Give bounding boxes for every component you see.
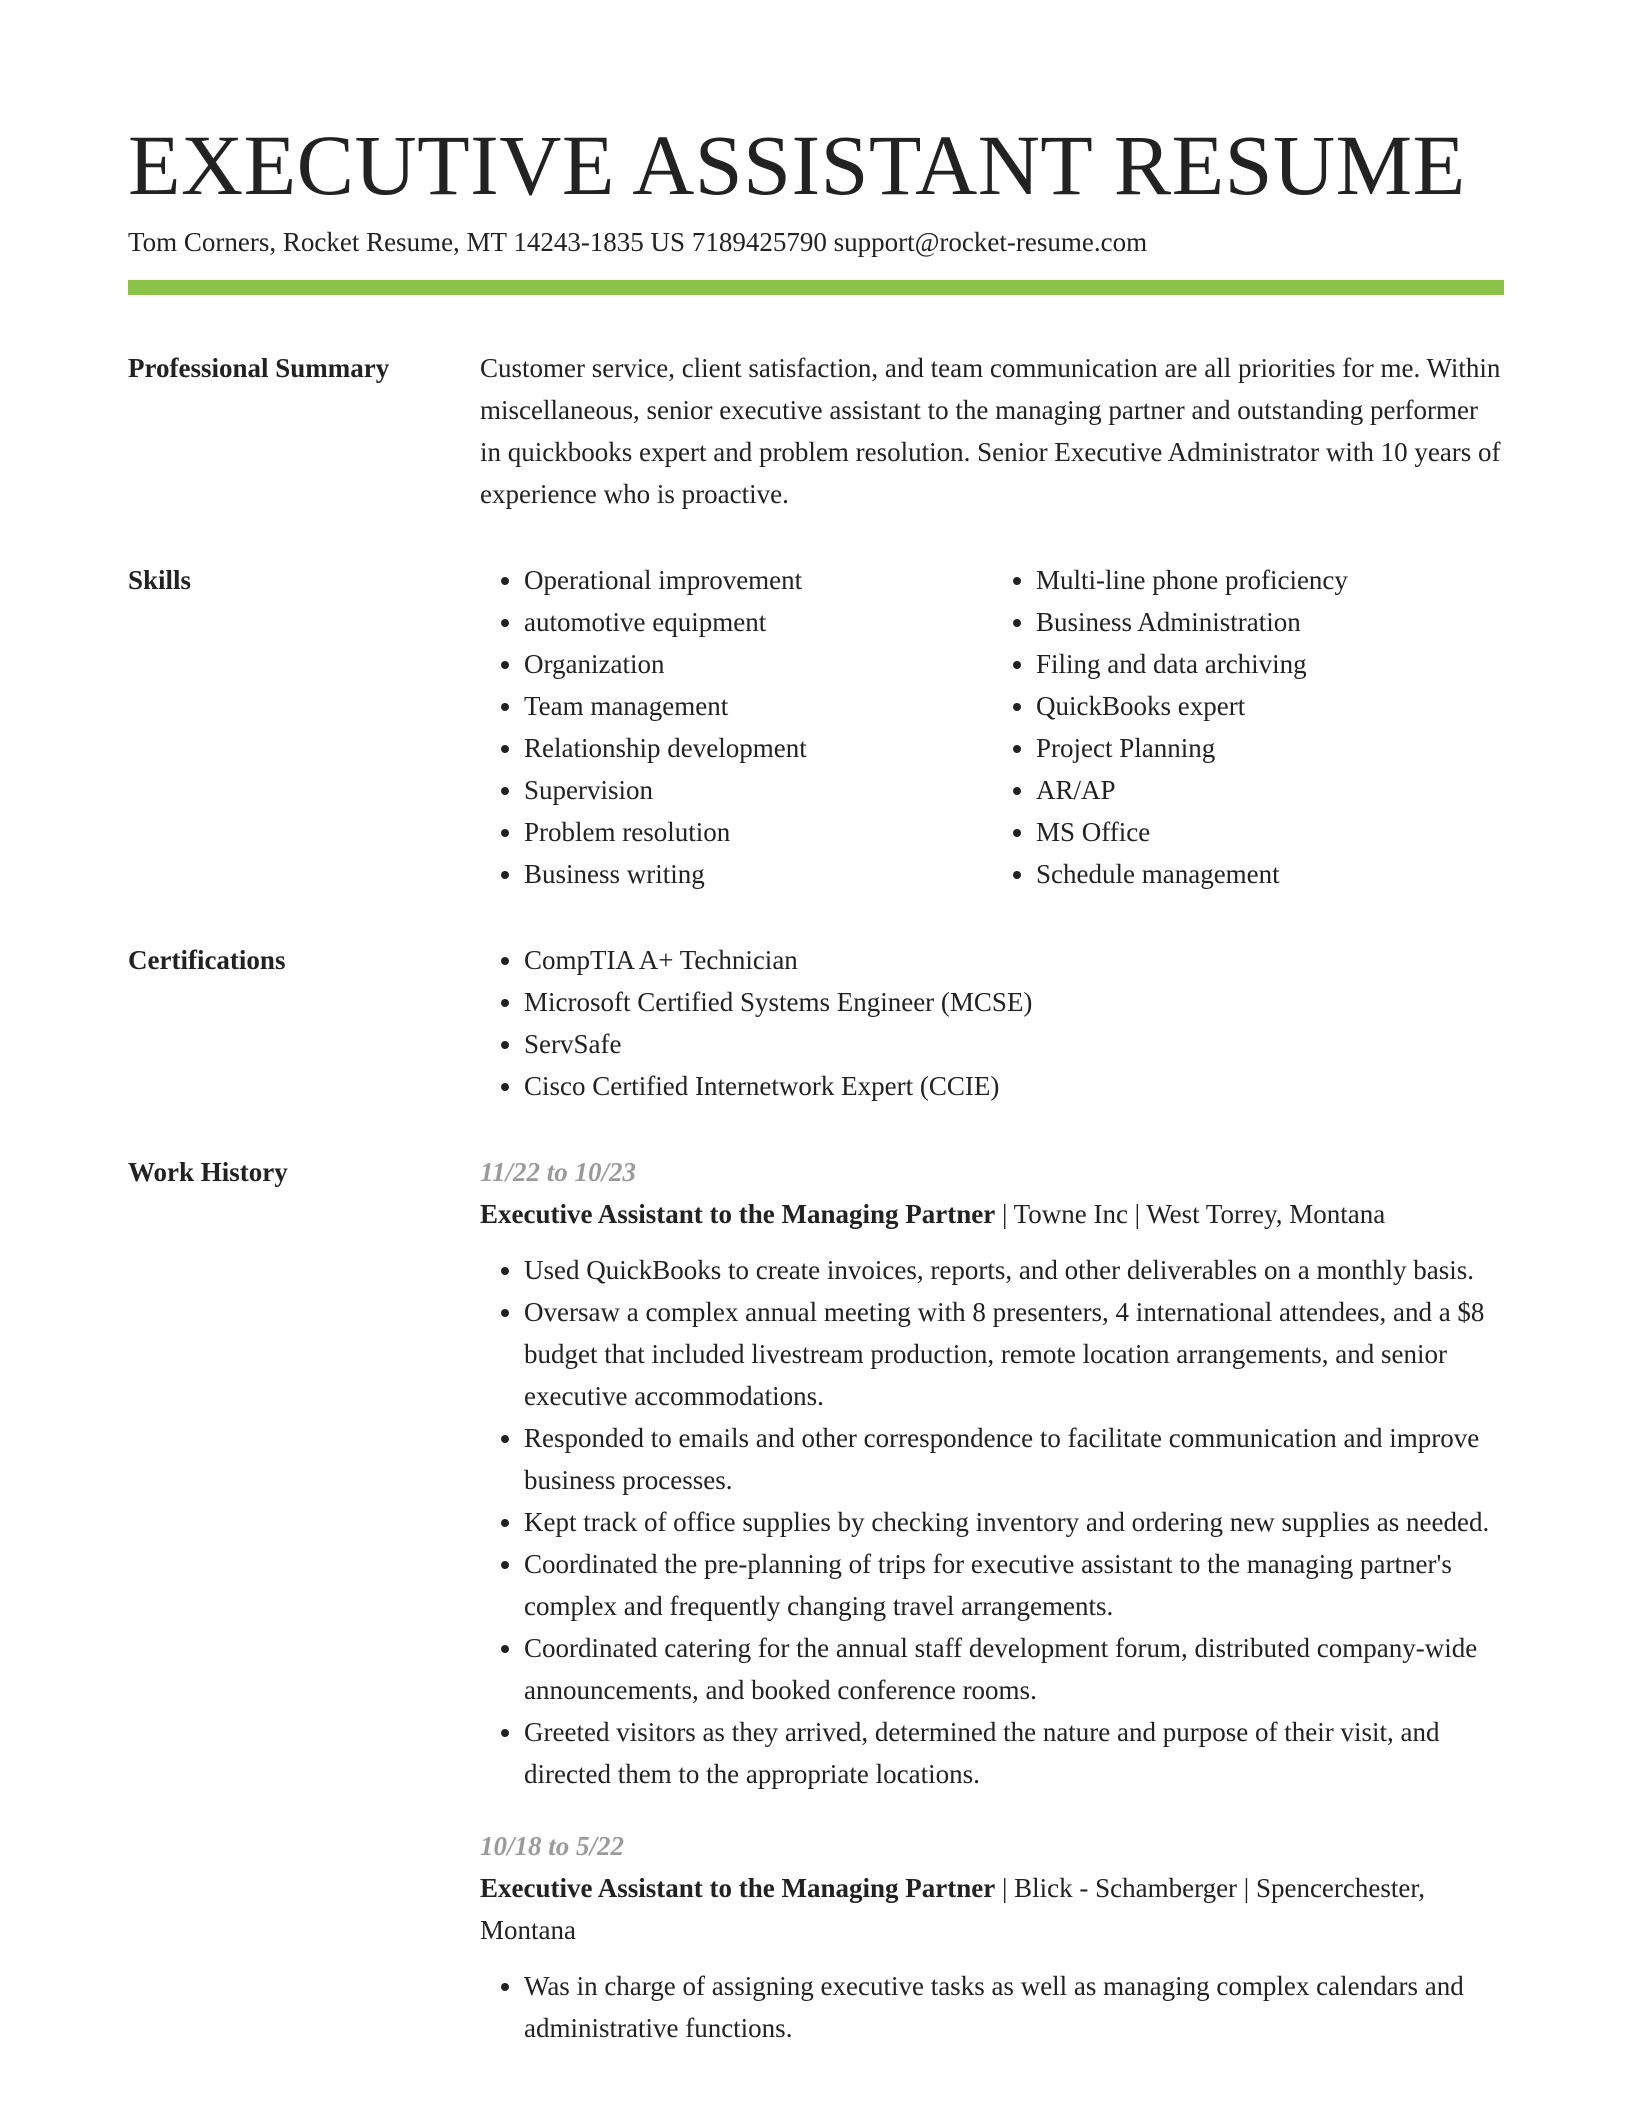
job-entry — [480, 1151, 1504, 1795]
job-details: | Towne Inc | West Torrey, Montana — [995, 1198, 1386, 1229]
skill-item: • Team management — [524, 685, 992, 727]
job-bullet: • Responded to emails and other correspondence to facilitate communication and improve business processes. — [524, 1417, 1504, 1501]
skill-item: • Supervision — [524, 769, 992, 811]
skill-item: • Business writing — [524, 853, 992, 895]
job-bullet: • Was in charge of assigning executive tasks as well as managing complex calendars and administrative functions. — [524, 1965, 1504, 2049]
job-bullet: • Oversaw a complex annual meeting with 8 presenters, 4 international attendees, and a $8 budget that included livestream production, remote location arrangements, and senior executive accommodations. — [524, 1291, 1504, 1417]
certification-item: • CompTIA A+ Technician — [524, 939, 1504, 981]
skill-item: • Schedule management — [1036, 853, 1504, 895]
job-bullets — [480, 1249, 1504, 1795]
certification-item: • Cisco Certified Internetwork Expert (CCIE) — [524, 1065, 1504, 1107]
skills-list-left — [480, 559, 992, 895]
certifications-list — [480, 939, 1504, 1107]
skill-item: • QuickBooks expert — [1036, 685, 1504, 727]
skill-item: • Relationship development — [524, 727, 992, 769]
certifications-heading: Certifications — [128, 944, 286, 975]
accent-divider — [128, 280, 1504, 295]
skill-item: • Business Administration — [1036, 601, 1504, 643]
job-title: Executive Assistant to the Managing Partner — [480, 1198, 996, 1229]
job-bullet: • Greeted visitors as they arrived, determined the nature and purpose of their visit, and directed them to the appropriate locations. — [524, 1711, 1504, 1795]
skill-item: • Organization — [524, 643, 992, 685]
skills-list-right — [992, 559, 1504, 895]
skill-item: • Filing and data archiving — [1036, 643, 1504, 685]
job-bullet: • Used QuickBooks to create invoices, reports, and other deliverables on a monthly basis. — [524, 1249, 1504, 1291]
summary-text: Customer service, client satisfaction, and team communication are all priorities for me. Within miscellaneous, senior executive assistant to the managing partner and outstanding performer in quickbooks expert and problem resolution. Senior Executive Administrator with 10 years of experience who is proactive. — [480, 352, 1501, 509]
certifications-section — [128, 939, 1504, 1107]
skill-item: • Multi-line phone proficiency — [1036, 559, 1504, 601]
job-bullet: • Coordinated the pre-planning of trips for executive assistant to the managing partner's complex and frequently changing travel arrangements. — [524, 1543, 1504, 1627]
summary-section — [128, 347, 1504, 515]
skill-item: • MS Office — [1036, 811, 1504, 853]
certification-item: • Microsoft Certified Systems Engineer (MCSE) — [524, 981, 1504, 1023]
skills-section — [128, 559, 1504, 895]
job-heading — [480, 1193, 1504, 1235]
skill-item: • Problem resolution — [524, 811, 992, 853]
skills-heading: Skills — [128, 564, 192, 595]
resume-title: EXECUTIVE ASSISTANT RESUME — [128, 117, 1466, 213]
summary-heading: Professional Summary — [128, 352, 390, 383]
work-history-heading: Work History — [128, 1156, 288, 1187]
skill-item: • Operational improvement — [524, 559, 992, 601]
job-bullet: • Coordinated catering for the annual staff development forum, distributed company-wide announcements, and booked conference rooms. — [524, 1627, 1504, 1711]
work-history-section — [128, 1151, 1504, 2049]
job-bullet: • Kept track of office supplies by checking inventory and ordering new supplies as needed. — [524, 1501, 1504, 1543]
job-entry — [480, 1825, 1504, 2049]
job-title: Executive Assistant to the Managing Partner — [480, 1872, 996, 1903]
contact-info: Tom Corners, Rocket Resume, MT 14243-1835 US 7189425790 support@rocket-resume.com — [128, 226, 1148, 257]
certification-item: • ServSafe — [524, 1023, 1504, 1065]
skill-item: • Project Planning — [1036, 727, 1504, 769]
skill-item: • AR/AP — [1036, 769, 1504, 811]
skill-item: • automotive equipment — [524, 601, 992, 643]
job-dates: 10/18 to 5/22 — [480, 1830, 625, 1861]
job-dates: 11/22 to 10/23 — [480, 1156, 637, 1187]
job-bullets — [480, 1965, 1504, 2049]
job-details: | Blick - Schamberger | Spencerchester, Montana — [480, 1872, 1426, 1945]
job-heading — [480, 1867, 1504, 1951]
